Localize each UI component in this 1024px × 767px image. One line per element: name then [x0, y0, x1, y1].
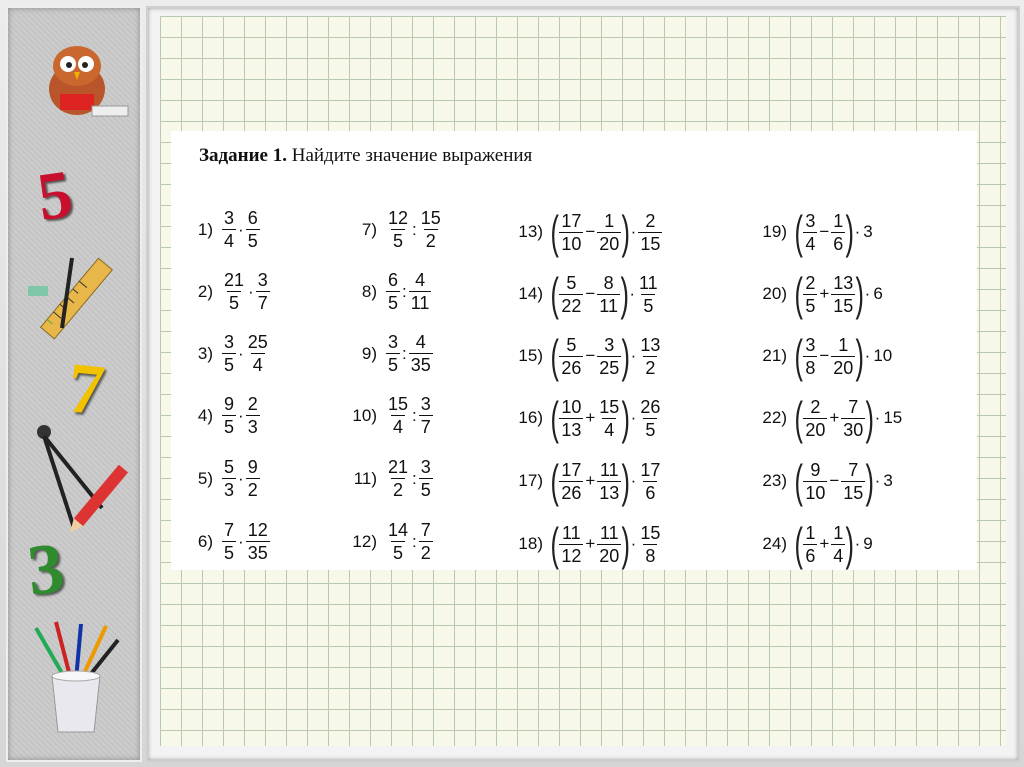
right-paren: ): [855, 330, 865, 382]
denominator: 13: [561, 419, 582, 440]
numerator: 1: [833, 210, 844, 231]
denominator: 15: [640, 233, 661, 254]
denominator: 6: [805, 545, 816, 566]
exercise-number: 12): [352, 531, 377, 551]
exercise-item: [171, 271, 271, 312]
operator: ·: [854, 222, 861, 241]
denominator: 7: [420, 417, 431, 437]
numerator: 3: [805, 210, 816, 231]
denominator: 5: [247, 231, 258, 251]
fraction: [419, 395, 433, 436]
left-paren: (: [550, 206, 559, 258]
exercise-item: [745, 268, 883, 320]
operator: +: [829, 408, 840, 427]
exercise-number: 2): [197, 281, 213, 301]
exercise-item: [335, 521, 434, 562]
denominator: 2: [425, 231, 436, 251]
numerator: 17: [640, 459, 661, 480]
exercise-number: 17): [518, 471, 543, 490]
fraction: [246, 458, 260, 499]
fraction: [222, 395, 236, 436]
operator: −: [585, 284, 596, 303]
numerator: 5: [566, 334, 577, 355]
operator: −: [829, 471, 840, 490]
task-panel: [171, 131, 977, 570]
fraction: [559, 274, 583, 315]
numerator: 13: [833, 272, 854, 293]
numerator: 3: [805, 334, 816, 355]
numerator: 3: [224, 332, 235, 352]
fraction: [246, 521, 270, 562]
denominator: 3: [247, 417, 258, 437]
denominator: 5: [224, 355, 235, 375]
denominator: 8: [805, 357, 816, 378]
denominator: 20: [833, 357, 854, 378]
left-paren: (: [794, 268, 803, 320]
fraction: [841, 461, 865, 502]
fraction: [222, 271, 246, 312]
exercise-number: 19): [762, 222, 787, 241]
fraction: [559, 212, 583, 253]
right-paren: ): [845, 206, 855, 258]
exercise-item: [335, 209, 444, 250]
fraction: [803, 461, 827, 502]
fraction: [831, 212, 845, 253]
exercise-item: [335, 333, 434, 374]
fraction: [597, 336, 621, 377]
denominator: 5: [388, 355, 399, 375]
operator: :: [402, 343, 407, 363]
fraction: [559, 398, 583, 439]
exercise-number: 6): [197, 531, 213, 551]
denominator: 5: [643, 295, 654, 316]
denominator: 25: [599, 357, 620, 378]
numerator: 26: [640, 396, 661, 417]
fraction: [386, 395, 410, 436]
operator: ·: [238, 219, 244, 239]
exercise-item: [501, 518, 663, 570]
operator: :: [402, 281, 407, 301]
exercise-item: [745, 455, 893, 507]
operator: ·: [874, 408, 881, 427]
operator: −: [585, 346, 596, 365]
operator: −: [585, 222, 596, 241]
fraction: [637, 274, 660, 315]
right-paren: ): [620, 268, 629, 320]
exercise-number: 20): [762, 284, 787, 303]
fraction: [559, 461, 583, 502]
fraction: [559, 524, 583, 565]
numerator: 7: [848, 396, 859, 417]
numerator: 9: [224, 394, 235, 414]
numerator: 6: [247, 208, 258, 228]
exercise-number: 21): [762, 346, 787, 365]
numerator: 14: [388, 520, 409, 540]
fraction: [559, 336, 583, 377]
numerator: 2: [805, 272, 816, 293]
denominator: 10: [561, 233, 582, 254]
denominator: 4: [833, 545, 844, 566]
left-paren: (: [794, 455, 803, 507]
operator: ·: [864, 284, 871, 303]
denominator: 5: [393, 231, 404, 251]
right-paren: ): [621, 392, 631, 444]
numerator: 7: [848, 459, 859, 480]
fraction: [831, 524, 845, 565]
exercise-item: [745, 518, 873, 570]
left-paren: (: [794, 518, 803, 570]
integer: 3: [863, 222, 873, 241]
fraction: [419, 521, 433, 562]
numerator: 2: [247, 394, 258, 414]
right-paren: ): [621, 455, 631, 507]
denominator: 4: [393, 417, 404, 437]
exercise-number: 5): [197, 468, 213, 488]
numerator: 2: [645, 210, 656, 231]
denominator: 8: [645, 545, 656, 566]
exercise-item: [335, 458, 434, 499]
right-paren: ): [845, 518, 855, 570]
numerator: 9: [247, 457, 258, 477]
numerator: 10: [561, 396, 582, 417]
exercise-number: 10): [352, 405, 377, 425]
denominator: 35: [247, 543, 268, 563]
denominator: 5: [388, 293, 399, 313]
denominator: 3: [224, 480, 235, 500]
exercise-number: 9): [361, 343, 377, 363]
numerator: 5: [566, 272, 577, 293]
operator: :: [412, 531, 417, 551]
exercise-number: 11): [353, 468, 377, 488]
numerator: 15: [640, 522, 661, 543]
integer: 10: [873, 346, 893, 365]
operator: ·: [629, 284, 635, 303]
denominator: 4: [252, 355, 263, 375]
fraction: [246, 395, 260, 436]
exercise-item: [501, 455, 663, 507]
digit-5: 5: [32, 155, 78, 236]
fraction: [831, 336, 855, 377]
decorative-sidebar: [6, 6, 142, 762]
denominator: 26: [561, 482, 582, 503]
fraction: [222, 209, 236, 250]
operator: ·: [238, 468, 244, 488]
operator: :: [412, 405, 417, 425]
operator: +: [585, 408, 596, 427]
numerator: 8: [603, 272, 614, 293]
numerator: 7: [420, 520, 431, 540]
fraction: [597, 398, 621, 439]
numerator: 3: [388, 332, 399, 352]
denominator: 20: [599, 233, 620, 254]
pencil-cup-icon: [26, 620, 126, 736]
denominator: 20: [805, 419, 826, 440]
exercise-number: 24): [762, 534, 787, 553]
operator: ·: [854, 534, 861, 553]
exercise-number: 3): [197, 343, 213, 363]
left-paren: (: [794, 392, 803, 444]
exercise-item: [745, 330, 893, 382]
denominator: 10: [805, 482, 826, 503]
operator: ·: [248, 281, 254, 301]
numerator: 12: [388, 208, 409, 228]
denominator: 2: [420, 543, 431, 563]
fraction: [246, 333, 270, 374]
numerator: 15: [388, 394, 409, 414]
denominator: 2: [393, 480, 404, 500]
exercise-item: [501, 206, 663, 258]
exercise-number: 7): [361, 219, 377, 239]
fraction: [386, 209, 410, 250]
exercise-number: 13): [518, 222, 543, 241]
fraction: [638, 398, 662, 439]
numerator: 12: [247, 520, 268, 540]
fraction: [638, 524, 662, 565]
fraction: [638, 461, 662, 502]
fraction: [409, 271, 432, 312]
denominator: 5: [805, 295, 816, 316]
denominator: 2: [247, 480, 258, 500]
operator: ·: [630, 222, 637, 241]
task-label: Задание 1.: [199, 145, 287, 166]
fraction: [222, 521, 236, 562]
numerator: 13: [640, 334, 661, 355]
exercise-item: [501, 268, 661, 320]
operator: ·: [238, 531, 244, 551]
fraction: [597, 212, 621, 253]
numerator: 1: [838, 334, 849, 355]
denominator: 2: [645, 357, 656, 378]
left-paren: (: [550, 455, 559, 507]
exercise-item: [171, 521, 271, 562]
numerator: 3: [224, 208, 235, 228]
operator: ·: [630, 471, 637, 490]
numerator: 9: [810, 459, 821, 480]
exercise-number: 8): [361, 281, 377, 301]
fraction: [841, 398, 865, 439]
exercise-item: [501, 330, 663, 382]
task-title: [199, 145, 532, 167]
denominator: 5: [229, 293, 240, 313]
numerator: 1: [833, 522, 844, 543]
right-paren: ): [621, 518, 631, 570]
denominator: 4: [604, 419, 615, 440]
denominator: 20: [599, 545, 620, 566]
exercise-number: 1): [197, 219, 213, 239]
operator: ·: [238, 405, 244, 425]
denominator: 15: [833, 295, 854, 316]
denominator: 5: [420, 480, 431, 500]
denominator: 6: [833, 233, 844, 254]
right-paren: ): [855, 268, 865, 320]
integer: 3: [883, 471, 893, 490]
exercise-item: [335, 271, 432, 312]
numerator: 21: [388, 457, 409, 477]
denominator: 15: [843, 482, 864, 503]
exercise-item: [171, 458, 261, 499]
exercise-number: 23): [762, 471, 787, 490]
fraction: [597, 524, 621, 565]
denominator: 30: [843, 419, 864, 440]
denominator: 5: [645, 419, 656, 440]
numerator: 4: [415, 332, 426, 352]
numerator: 25: [247, 332, 268, 352]
denominator: 4: [805, 233, 816, 254]
fraction: [386, 271, 400, 312]
task-instruction: Найдите значение выражения: [291, 145, 533, 166]
denominator: 13: [599, 482, 620, 503]
exercise-number: 4): [197, 405, 213, 425]
integer: 15: [883, 408, 903, 427]
numerator: 1: [805, 522, 816, 543]
operator: −: [819, 222, 830, 241]
numerator: 21: [224, 270, 245, 290]
numerator: 11: [638, 272, 658, 293]
left-paren: (: [550, 518, 559, 570]
exercise-number: 16): [518, 408, 543, 427]
denominator: 4: [224, 231, 235, 251]
numerator: 3: [420, 457, 431, 477]
numerator: 3: [420, 394, 431, 414]
exercise-item: [171, 209, 261, 250]
numerator: 15: [420, 208, 441, 228]
fraction: [222, 333, 236, 374]
denominator: 35: [410, 355, 431, 375]
fraction: [803, 336, 817, 377]
fraction: [419, 458, 433, 499]
fraction: [803, 398, 827, 439]
numerator: 11: [562, 522, 581, 543]
operator: −: [819, 346, 830, 365]
right-paren: ): [865, 392, 875, 444]
exercise-item: [171, 333, 271, 374]
fraction: [597, 274, 620, 315]
exercise-item: [171, 395, 261, 436]
fraction: [803, 274, 817, 315]
fraction: [803, 212, 817, 253]
numerator: 3: [604, 334, 615, 355]
denominator: 11: [410, 293, 430, 313]
operator: ·: [864, 346, 871, 365]
denominator: 22: [561, 295, 582, 316]
denominator: 6: [645, 482, 656, 503]
fraction: [246, 209, 260, 250]
fraction: [419, 209, 443, 250]
left-paren: (: [794, 330, 803, 382]
denominator: 7: [257, 293, 268, 313]
fraction: [803, 524, 817, 565]
denominator: 11: [599, 295, 618, 316]
right-paren: ): [621, 330, 631, 382]
exercise-item: [745, 392, 903, 444]
numerator: 3: [257, 270, 268, 290]
denominator: 5: [224, 543, 235, 563]
operator: ·: [874, 471, 881, 490]
numerator: 2: [810, 396, 821, 417]
owl-icon: [22, 34, 132, 124]
left-paren: (: [550, 330, 559, 382]
right-paren: ): [621, 206, 631, 258]
exercise-number: 22): [762, 408, 787, 427]
numerator: 1: [604, 210, 615, 231]
operator: +: [819, 284, 830, 303]
operator: :: [412, 468, 417, 488]
ruler-pencil-icon: [24, 248, 124, 358]
exercise-number: 18): [518, 534, 543, 553]
right-paren: ): [865, 455, 875, 507]
operator: +: [585, 471, 596, 490]
fraction: [386, 333, 400, 374]
exercise-number: 14): [518, 284, 543, 303]
fraction: [256, 271, 270, 312]
operator: :: [412, 219, 417, 239]
numerator: 5: [224, 457, 235, 477]
fraction: [386, 521, 410, 562]
fraction: [222, 458, 236, 499]
operator: ·: [630, 408, 637, 427]
denominator: 5: [224, 417, 235, 437]
exercise-item: [501, 392, 663, 444]
numerator: 11: [599, 522, 619, 543]
operator: ·: [238, 343, 244, 363]
numerator: 4: [415, 270, 426, 290]
integer: 9: [863, 534, 873, 553]
exercise-item: [335, 395, 434, 436]
operator: ·: [630, 534, 637, 553]
denominator: 12: [561, 545, 582, 566]
numerator: 15: [599, 396, 620, 417]
operator: +: [585, 534, 596, 553]
left-paren: (: [550, 392, 559, 444]
denominator: 26: [561, 357, 582, 378]
numerator: 7: [224, 520, 235, 540]
digit-7: 7: [63, 347, 109, 431]
fraction: [409, 333, 433, 374]
fraction: [638, 212, 662, 253]
digit-3: 3: [23, 527, 69, 611]
operator: +: [819, 534, 830, 553]
exercise-number: 15): [518, 346, 543, 365]
fraction: [597, 461, 621, 502]
left-paren: (: [794, 206, 803, 258]
fraction: [638, 336, 662, 377]
fraction: [386, 458, 410, 499]
numerator: 17: [561, 210, 582, 231]
exercise-item: [745, 206, 873, 258]
operator: ·: [630, 346, 637, 365]
numerator: 11: [599, 459, 619, 480]
left-paren: (: [550, 268, 559, 320]
numerator: 6: [388, 270, 399, 290]
denominator: 5: [393, 543, 404, 563]
fraction: [831, 274, 855, 315]
integer: 6: [873, 284, 883, 303]
numerator: 17: [561, 459, 582, 480]
